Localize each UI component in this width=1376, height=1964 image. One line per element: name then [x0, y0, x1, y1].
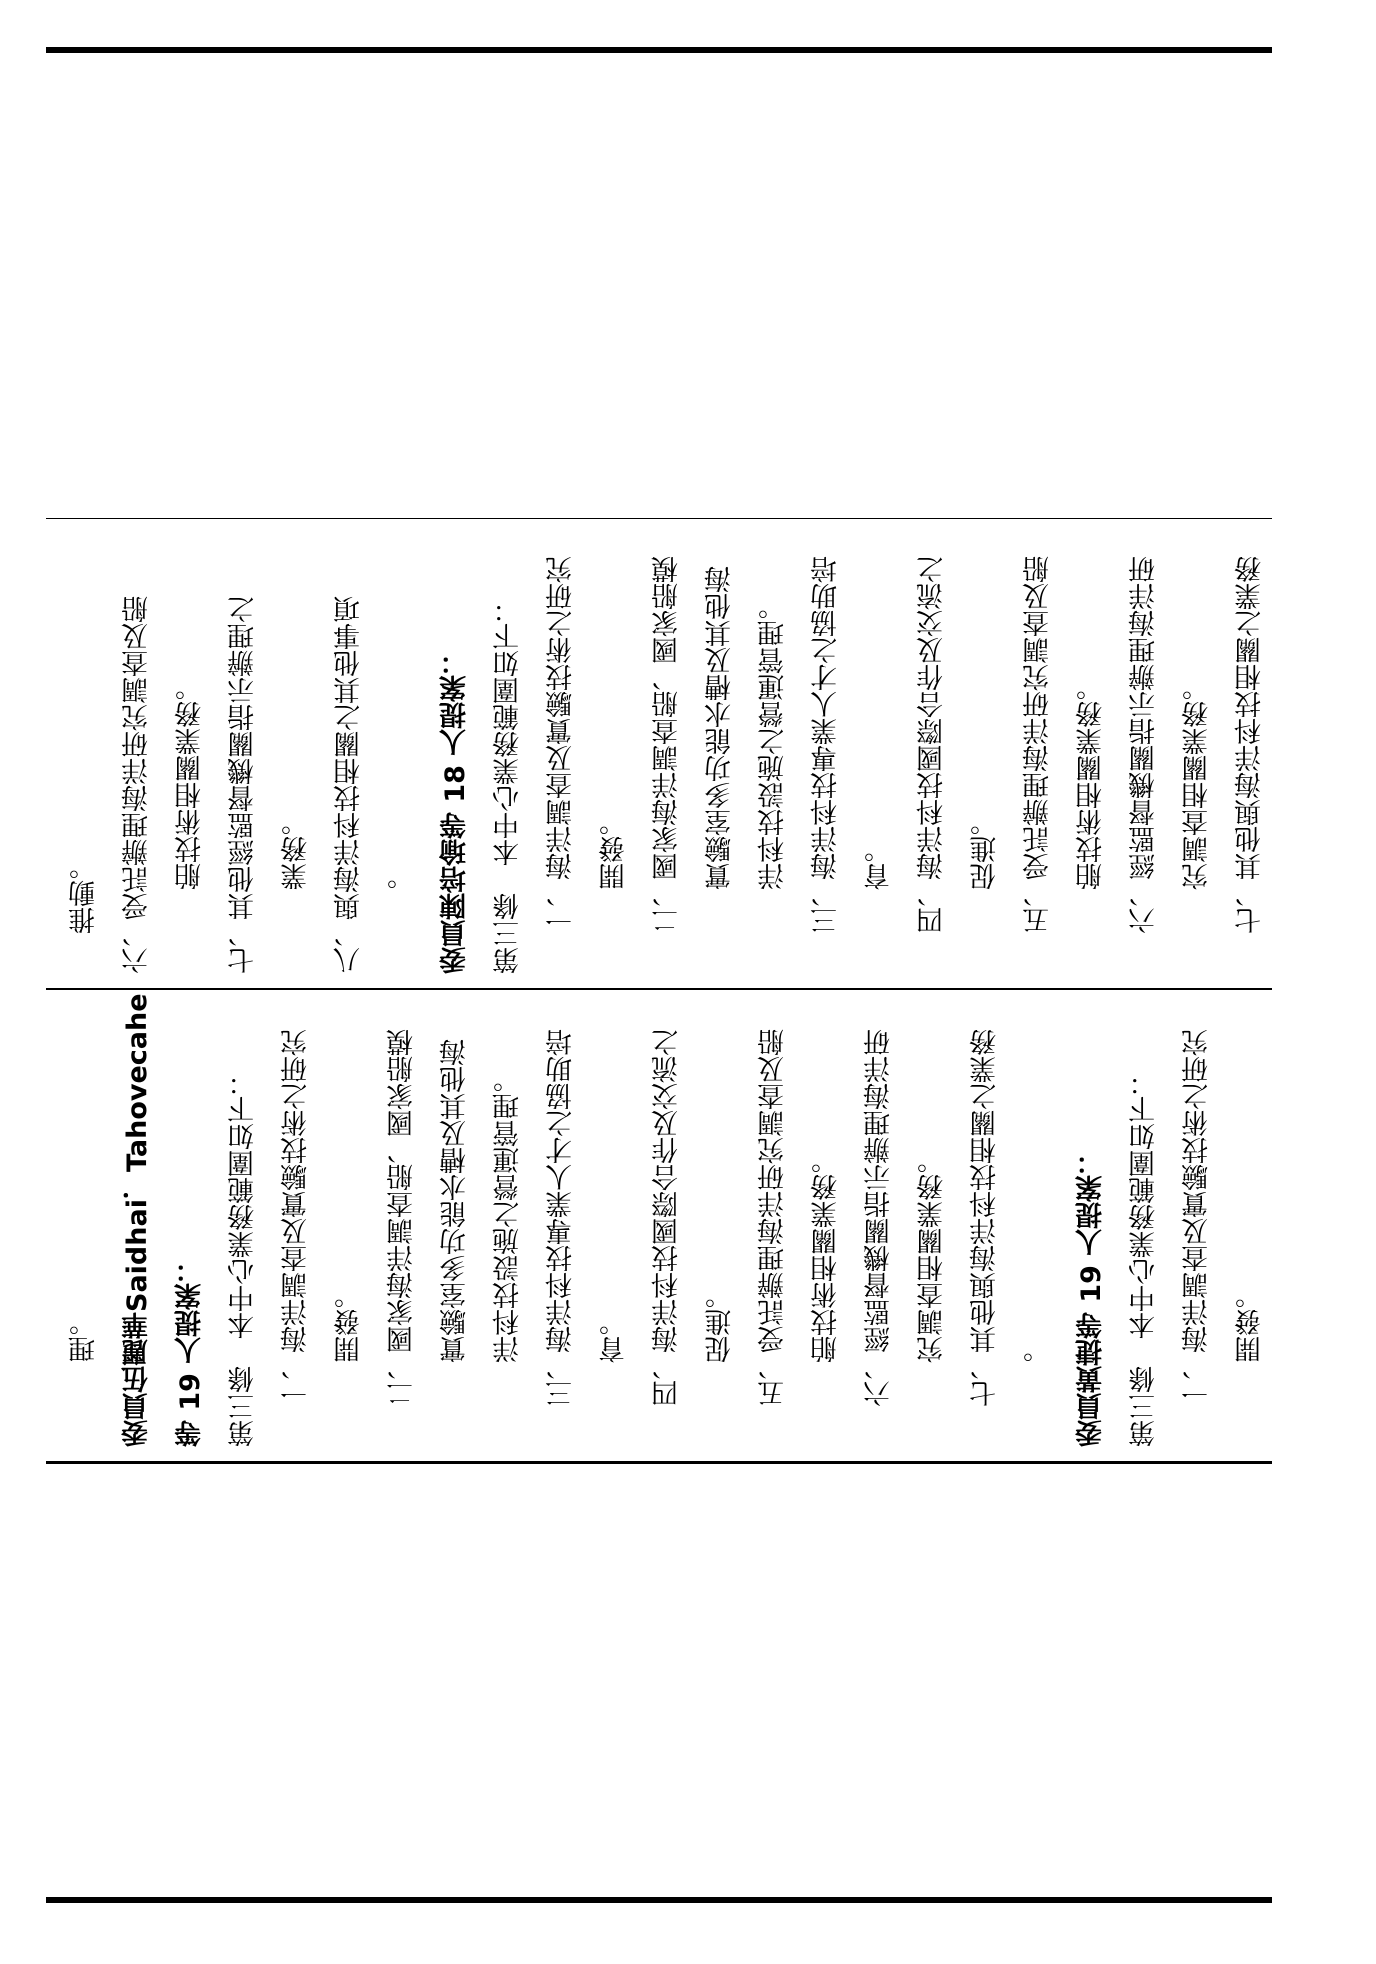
table-cell-top — [46, 520, 1272, 988]
text-line: 究調查相關業務。 — [917, 1147, 948, 1363]
amendment-table — [46, 518, 1272, 1464]
text-line: 究調查相關業務。 — [1182, 674, 1213, 890]
text-line: 促進。 — [970, 809, 1001, 890]
text-line: 促進。 — [705, 1282, 736, 1363]
text-line: 一、海洋調查及實驗技術之研究 — [281, 1029, 312, 1407]
text-line: 第三條 本中心業務範圍如下： — [228, 1069, 259, 1447]
text-line: 舶技術相關業務。 — [811, 1147, 842, 1363]
text-line: 育。 — [864, 836, 895, 890]
text-line: 四、海洋科技國際合作及交流之 — [652, 1029, 683, 1407]
text-line: 三、海洋科技專業人才之協助培 — [546, 1029, 577, 1407]
text-line: 五、受託辦理海洋研究調查及船 — [758, 1029, 789, 1407]
text-line: 。 — [387, 863, 418, 890]
text-line: 洋科技設施之營運管理。 — [758, 593, 789, 890]
proposal-heading: 委員黃捷等 19 人提案： — [1076, 1147, 1107, 1447]
text-line: 推動。 — [69, 853, 100, 934]
text-line: 二、國家海洋調查船、國家船模 — [652, 556, 683, 934]
cell-bottom-text — [46, 990, 1272, 1461]
text-line: 舶技術相關業務。 — [1076, 674, 1107, 890]
text-line: 二、國家海洋調查船、國家船模 — [387, 1029, 418, 1407]
text-line: 六、受託辦理海洋研究調查及船 — [122, 596, 153, 974]
top-rule — [46, 47, 1272, 53]
text-line: 七、其他與海洋科技相關之業務 — [970, 1029, 1001, 1407]
table-top-border — [46, 518, 1272, 519]
proposal-heading: 等 19 人提案： — [175, 1255, 206, 1447]
text-line: 六、經監督機關指示辦理海洋研 — [1129, 556, 1160, 934]
text-line: 八、與海洋科技相關之其他事項 — [334, 596, 365, 974]
text-line: 五、受託辦理海洋研究調查及船 — [1023, 556, 1054, 934]
text-line: 第三條 本中心業務範圍如下： — [493, 596, 524, 974]
text-line: 第三條 本中心業務範圍如下： — [1129, 1069, 1160, 1447]
text-line: 四、海洋科技國際合作及交流之 — [917, 556, 948, 934]
table-cell-bottom — [46, 990, 1272, 1461]
text-line: 七、其他經監督機關指示辦理之 — [228, 596, 259, 974]
text-line: 六、經監督機關指示辦理海洋研 — [864, 1029, 895, 1407]
text-line: 實驗室多功能水槽及其他海 — [705, 566, 736, 890]
table-bottom-border — [46, 1461, 1272, 1464]
text-line: 育。 — [599, 1309, 630, 1363]
cell-top-text — [46, 520, 1272, 988]
text-line: 洋科技設施之營運管理。 — [493, 1066, 524, 1363]
text-line: 。 — [1023, 1336, 1054, 1363]
text-line: 一、海洋調查及實驗技術之研究 — [546, 556, 577, 934]
text-line: 實驗室多功能水槽及其他海 — [440, 1039, 471, 1363]
text-line: 七、其他與海洋科技相關之業務 — [1235, 556, 1266, 934]
text-line: 三、海洋科技專業人才之協助培 — [811, 556, 842, 934]
text-line: 一、海洋調查及實驗技術之研究 — [1182, 1029, 1213, 1407]
text-line: 開發。 — [599, 809, 630, 890]
text-line: 理。 — [69, 1309, 100, 1363]
text-line: 業務。 — [281, 809, 312, 890]
text-line: 開發。 — [334, 1282, 365, 1363]
text-line: 舶技術相關業務。 — [175, 674, 206, 890]
text-line: 開發。 — [1235, 1282, 1266, 1363]
proposal-heading: 委員伍麗華Saidhai．Tahovecahe — [122, 993, 153, 1447]
bottom-rule — [46, 1897, 1272, 1903]
proposal-heading: 委員陳培瑜等 18 人提案： — [440, 647, 471, 974]
